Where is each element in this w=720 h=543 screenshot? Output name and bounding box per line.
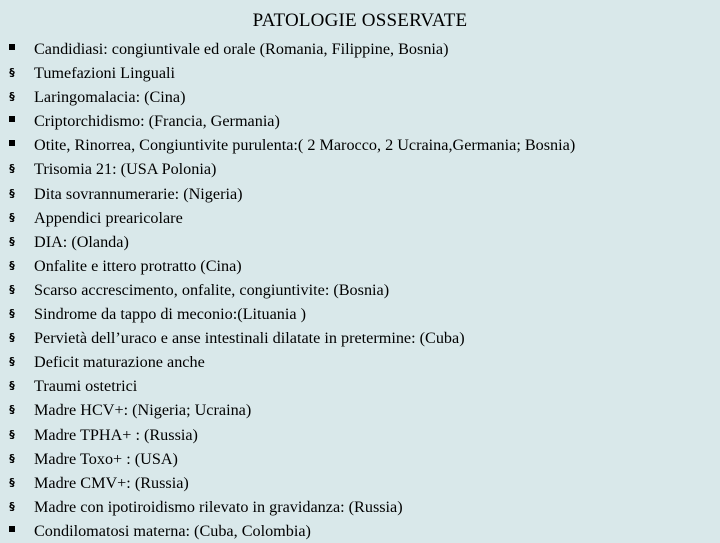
slide-title: PATOLOGIE OSSERVATE xyxy=(252,10,468,31)
list-item xyxy=(0,447,720,471)
list-item xyxy=(0,278,720,302)
list-item-text: Pervietà dell’uraco e anse intestinali dilatate in pretermine: (Cuba) xyxy=(34,329,465,348)
list-item xyxy=(0,326,720,350)
square-bullet-icon xyxy=(6,519,18,543)
list-item-text: Onfalite e ittero protratto (Cina) xyxy=(34,256,242,275)
section-bullet-icon xyxy=(6,278,18,303)
section-bullet-icon xyxy=(6,398,18,423)
list-item-text: Madre TPHA+ : (Russia) xyxy=(34,425,198,444)
list-item-text: Scarso accrescimento, onfalite, congiuntivite: (Bosnia) xyxy=(34,280,390,299)
list-item-text: Candidiasi: congiuntivale ed orale (Romania, Filippine, Bosnia) xyxy=(34,40,449,58)
section-bullet-icon xyxy=(6,471,18,496)
list-item xyxy=(0,350,720,374)
section-bullet-icon xyxy=(6,447,18,472)
list-item xyxy=(0,85,720,109)
section-bullet-icon xyxy=(6,326,18,351)
list-item xyxy=(0,61,720,85)
square-bullet-icon xyxy=(6,133,18,157)
section-bullet-icon xyxy=(6,61,18,86)
section-bullet-icon xyxy=(6,230,18,255)
list-item-text: Sindrome da tappo di meconio:(Lituania ) xyxy=(34,305,306,324)
list-item xyxy=(0,133,720,157)
section-bullet-icon xyxy=(6,495,18,520)
list-item-text: Madre Toxo+ : (USA) xyxy=(34,449,178,468)
list-item-text: DIA: (Olanda) xyxy=(34,232,129,251)
list-item xyxy=(0,206,720,230)
list-item xyxy=(0,37,720,61)
section-bullet-icon xyxy=(6,206,18,231)
list-item-text: Laringomalacia: (Cina) xyxy=(34,88,186,107)
list-item xyxy=(0,109,720,133)
section-bullet-icon xyxy=(6,302,18,327)
list-item xyxy=(0,157,720,181)
list-item-text: Traumi ostetrici xyxy=(34,377,138,396)
list-item-text: Madre con ipotiroidismo rilevato in gravidanza: (Russia) xyxy=(34,497,403,516)
list-item-text: Criptorchidismo: (Francia, Germania) xyxy=(34,112,280,131)
list-item-text: Trisomia 21: (USA Polonia) xyxy=(34,160,217,179)
list-item-text: Condilomatosi materna: (Cuba, Colombia) xyxy=(34,521,311,540)
section-bullet-icon xyxy=(6,423,18,448)
section-bullet-icon xyxy=(6,157,18,182)
bullet-list xyxy=(0,37,720,543)
section-bullet-icon xyxy=(6,182,18,207)
list-item xyxy=(0,423,720,447)
list-item-text: Madre CMV+: (Russia) xyxy=(34,473,189,492)
list-item xyxy=(0,302,720,326)
list-item xyxy=(0,182,720,206)
section-bullet-icon xyxy=(6,254,18,279)
list-item-text: Dita sovrannumerarie: (Nigeria) xyxy=(34,184,243,203)
list-item-text: Deficit maturazione anche xyxy=(34,353,205,372)
square-bullet-icon xyxy=(6,37,18,61)
list-item-text: Appendici prearicolare xyxy=(34,208,183,227)
list-item xyxy=(0,471,720,495)
section-bullet-icon xyxy=(6,374,18,399)
list-item-text: Madre HCV+: (Nigeria; Ucraina) xyxy=(34,401,252,420)
list-item xyxy=(0,374,720,398)
list-item xyxy=(0,254,720,278)
list-item-text: Otite, Rinorrea, Congiuntivite purulenta:( 2 Marocco, 2 Ucraina,Germania; Bosnia) xyxy=(34,136,576,155)
section-bullet-icon xyxy=(6,350,18,375)
square-bullet-icon xyxy=(6,109,18,133)
section-bullet-icon xyxy=(6,85,18,110)
list-item xyxy=(0,230,720,254)
list-item xyxy=(0,519,720,543)
list-item-text: Tumefazioni Linguali xyxy=(34,64,176,83)
list-item xyxy=(0,495,720,519)
list-item xyxy=(0,398,720,422)
